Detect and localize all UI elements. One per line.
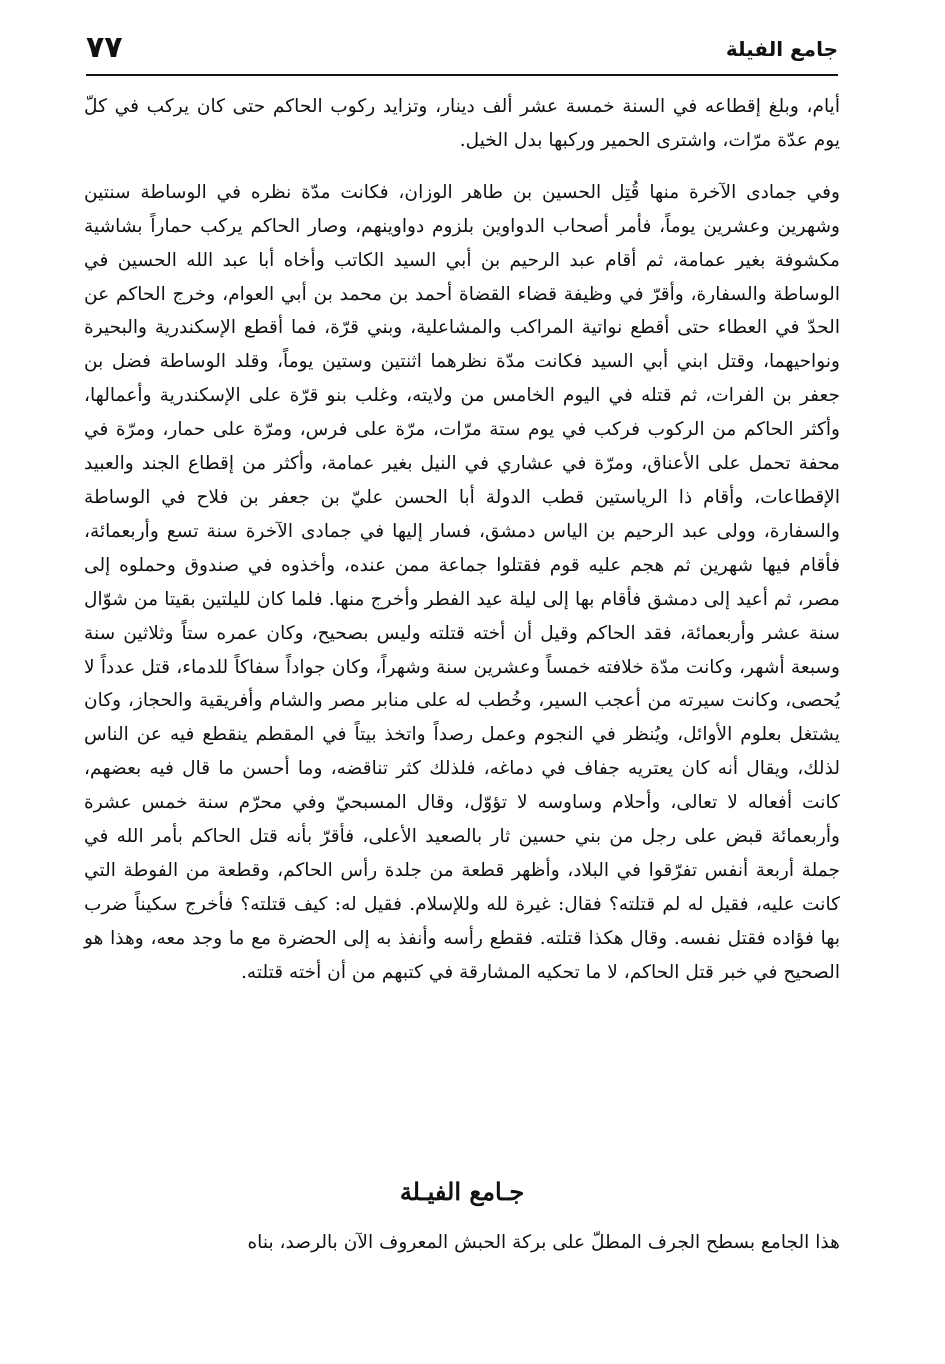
- section-heading: جـامع الفيـلة: [399, 1177, 525, 1206]
- page-number: ٧٧: [86, 30, 123, 65]
- paragraph-1: أيام، وبلغ إقطاعه في السنة خمسة عشر ألف دينار، وتزايد ركوب الحاكم حتى كان يركب في كلّ يوم عدّة مرّات، واشترى الحمير وركبها بدل الخيل.: [84, 96, 840, 151]
- paragraph-2: وفي جمادى الآخرة منها قُتِل الحسين بن طاهر الوزان، فكانت مدّة نظره في الوساطة سنتين وشهرين وعشرين يوماً، فأمر أصحاب الدواوين بلزوم دواوينهم، وصار الحاكم يركب حماراً بشاشية مكشوفة بغير عمامة، ثم أقام عبد الرحيم بن أبي السيد الكاتب وأخاه أبا عبد الله الحسين في الوساطة والسفارة، وأقرّ في وظيفة قضاء القضاة أحمد بن محمد بن أبي العوام، وخرج الحاكم عن الحدّ في العطاء حتى أقطع نواتية المراكب والمشاعلية، وبني قرّة، فما أقطع الإسكندرية والبحيرة ونواحيهما، وقتل ابني أبي السيد فكانت مدّة نظرهما اثنتين وستين يوماً، وقلد الوساطة فضل بن جعفر بن الفرات، ثم قتله في اليوم الخامس من ولايته، وغلب بنو قرّة على الإسكندرية وأعمالها، وأكثر الحاكم من الركوب فركب في يوم ستة مرّات، مرّة على فرس، ومرّة على حمار، ومرّة في محفة تحمل على الأعناق، ومرّة في عشاري في النيل بغير عمامة، وأكثر من إقطاع الجند والعبيد الإقطاعات، وأقام ذا الرياستين قطب الدولة أبا الحسن عليّ بن جعفر بن فلاح في الوساطة والسفارة، وولى عبد الرحيم بن الياس دمشق، فسار إليها في جمادى الآخرة سنة تسع وأربعمائة، فأقام فيها شهرين ثم هجم عليه قوم فقتلوا جماعة ممن عنده، وأخذوه في صندوق وحملوه إلى مصر، ثم أعيد إلى دمشق فأقام بها إلى ليلة عيد الفطر وأخرج منها. فلما كان لليلتين بقيتا من شوّال سنة عشر وأربعمائة، فقد الحاكم وقيل أن أخته قتلته وليس بصحيح، وكان عمره ستاً وثلاثين سنة وسبعة أشهر، وكانت مدّة خلافته خمساً وعشرين سنة وشهراً، وكان جواداً سفاكاً للدماء، قتل عدداً لا يُحصى، وكانت سيرته من أعجب السير، وخُطب له على منابر مصر والشام وأفريقية والحجاز، وكان يشتغل بعلوم الأوائل، ويُنظر في النجوم وعمل رصداً واتخذ بيتاً في المقطم ينقطع فيه عن الناس لذلك، ويقال أنه كان يعتريه جفاف في دماغه، فلذلك كثر تناقضه، وما أحسن ما قال فيه بعضهم، كانت أفعاله لا تعالى، وأحلام وساوسه لا تؤوّل، وقال المسبحيّ وفي محرّم سنة خمس عشرة وأربعمائة قبض على رجل من بني حسين ثار بالصعيد الأعلى، فأقرّ بأنه قتل الحاكم بأمر الله في جملة أربعة أنفس تفرّقوا في البلاد، وأظهر قطعة من جلدة رأس الحاكم، وقطعة من الفوطة التي كانت عليه، فقيل له لم قتلته؟ فقال: غيرة لله وللإسلام. فقيل له: كيف قتلته؟ فأخرج سكيناً ضرب بها فؤاده فقتل نفسه. وقال هكذا قتلته. فقطع رأسه وأنفذ به إلى الحضرة مع ما وجد معه، وهذا هو الصحيح في خبر قتل الحاكم، لا ما تحكيه المشارقة في كتبهم من أن أخته قتلته.: [84, 181, 840, 983]
- page-header: [86, 30, 838, 76]
- running-title: جامع الفيلة: [725, 37, 838, 61]
- body-text: [84, 90, 840, 990]
- section-first-line: هذا الجامع بسطح الجرف المطلّ على بركة الحبش المعروف الآن بالرصد، بناه: [247, 1232, 840, 1253]
